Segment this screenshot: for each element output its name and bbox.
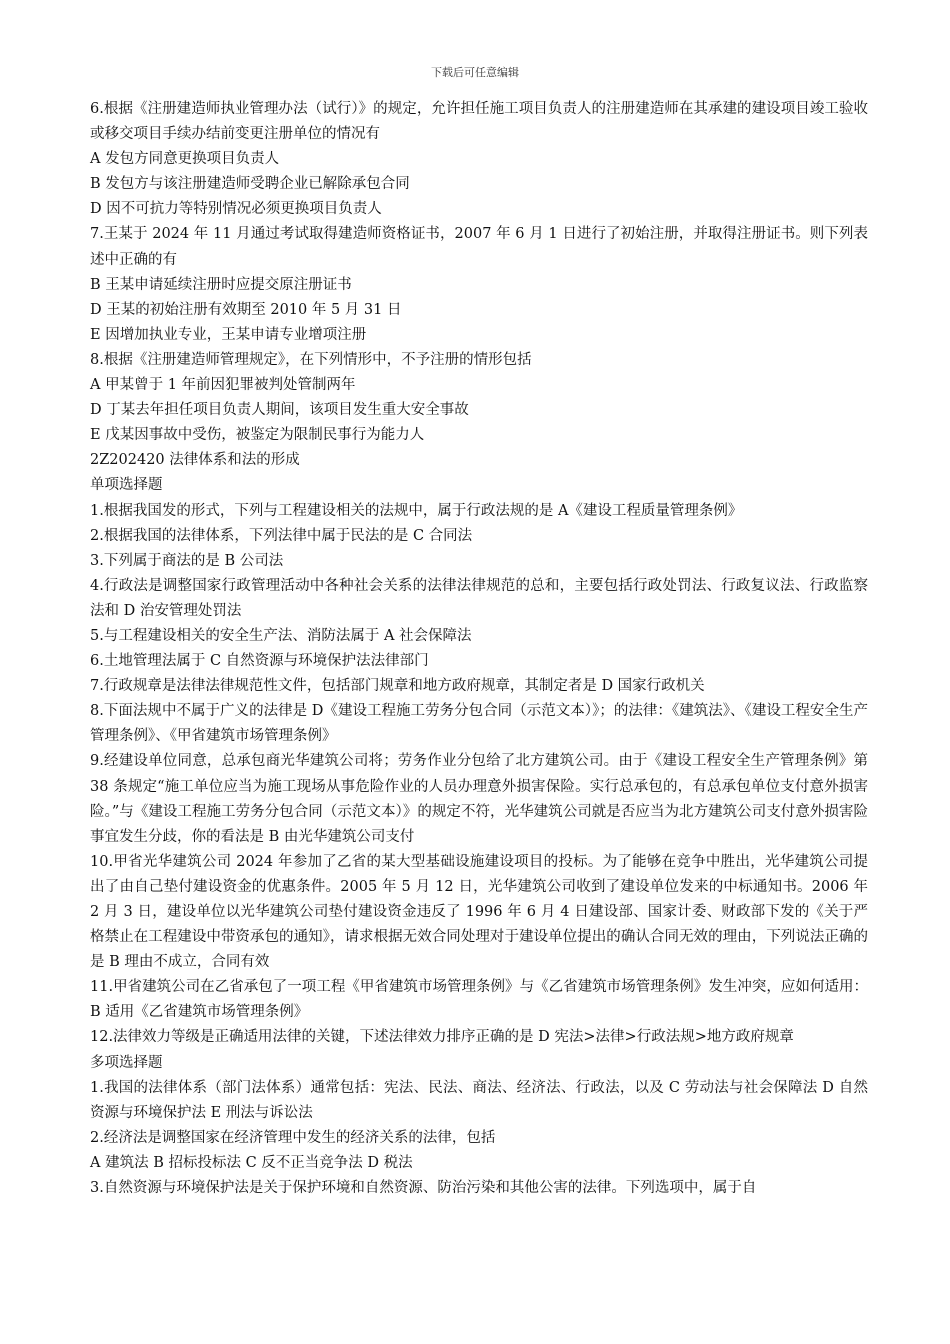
single-choice-item: 2.根据我国的法律体系，下列法律中属于民法的是 C 合同法 (90, 527, 473, 544)
answer-option: E 因增加执业专业，王某申请专业增项注册 (90, 326, 367, 343)
answer-option: B 发包方与该注册建造师受聘企业已解除承包合同 (90, 176, 410, 193)
single-choice-item: 4.行政法是调整国家行政管理活动中各种社会关系的法律法律规范的总和，主要包括行政处罚法、行政复议法、行政监察法和 D 治安管理处罚法 (90, 577, 868, 619)
page-header: 下载后可任意编辑 (431, 66, 519, 79)
single-choice-item: 6.土地管理法属于 C 自然资源与环境保护法法律部门 (90, 653, 429, 670)
answer-option: B 王某申请延续注册时应提交原注册证书 (90, 276, 352, 293)
answer-option: A 发包方同意更换项目负责人 (90, 151, 280, 168)
single-choice-item: 8.下面法规中不属于广义的法律是 D《建设工程施工劳务分包合同（示范文本）》；的法律：《建筑法》、《建设工程安全生产管理条例》、《甲省建筑市场管理条例》 (90, 703, 868, 745)
question-7-stem: 7.王某于 2024 年 11 月通过考试取得建造师资格证书，2007 年 6 月 1 日进行了初始注册，并取得注册证书。则下列表述中正确的有 (90, 226, 868, 268)
answer-option: D 因不可抗力等特别情况必须更换项目负责人 (90, 201, 382, 218)
subsection-heading-single-choice: 单项选择题 (90, 477, 163, 494)
answer-option: A 建筑法 B 招标投标法 C 反不正当竞争法 D 税法 (90, 1154, 413, 1171)
section-heading: 2Z202420 法律体系和法的形成 (90, 452, 300, 469)
single-choice-item: 5.与工程建设相关的安全生产法、消防法属于 A 社会保障法 (90, 627, 472, 644)
answer-option: E 戊某因事故中受伤，被鉴定为限制民事行为能力人 (90, 427, 425, 444)
question-6-stem: 6.根据《注册建造师执业管理办法（试行）》的规定，允许担任施工项目负责人的注册建造师在其承建的建设项目竣工验收或移交项目手续办结前变更注册单位的情况有 (90, 101, 868, 143)
answer-option: D 丁某去年担任项目负责人期间，该项目发生重大安全事故 (90, 402, 469, 419)
single-choice-item: 3.下列属于商法的是 B 公司法 (90, 552, 284, 569)
single-choice-item: 7.行政规章是法律法律规范性文件，包括部门规章和地方政府规章，其制定者是 D 国家行政机关 (90, 678, 705, 695)
single-choice-item: 1.根据我国发的形式，下列与工程建设相关的法规中，属于行政法规的是 A《建设工程质量管理条例》 (90, 502, 743, 519)
single-choice-item: 9.经建设单位同意，总承包商光华建筑公司将；劳务作业分包给了北方建筑公司。由于《建设工程安全生产管理条例》第 38 条规定“施工单位应当为施工现场从事危险作业的人员办理意外损害保险。实行总承包的，有总承包单位支付意外损害险。”与《建设工程施工劳务分包合同（示范文本）》的规定不符，光华建筑公司就是否应当为北方建筑公司支付意外损害险事宜发生分歧，你的看法是 B 由光华建筑公司支付 (90, 753, 868, 845)
single-choice-item: 10.甲省光华建筑公司 2024 年参加了乙省的某大型基础设施建设项目的投标。为了能够在竞争中胜出，光华建筑公司提出了由自己垫付建设资金的优惠条件。2005 年 5 月 12 日，光华建筑公司收到了建设单位发来的中标通知书。2006 年 2 月 3 日，建设单位以光华建筑公司垫付建设资金违反了 1996 年 6 月 4 日建设部、国家计委、财政部下发的《关于严格禁止在工程建设中带资承包的通知》，请求根据无效合同处理对于建设单位提出的确认合同无效的理由，下列说法正确的是 B 理由不成立，合同有效 (90, 853, 868, 971)
single-choice-item: 12.法律效力等级是正确适用法律的关键，下述法律效力排序正确的是 D 宪法>法律>行政法规>地方政府规章 (90, 1029, 794, 1046)
multiple-choice-item: 3.自然资源与环境保护法是关于保护环境和自然资源、防治污染和其他公害的法律。下列选项中，属于自 (90, 1180, 757, 1197)
answer-option: A 甲某曾于 1 年前因犯罪被判处管制两年 (90, 377, 356, 394)
document-body (90, 97, 868, 1201)
multiple-choice-item: 2.经济法是调整国家在经济管理中发生的经济关系的法律，包括 (90, 1129, 496, 1146)
single-choice-item: 11.甲省建筑公司在乙省承包了一项工程《甲省建筑市场管理条例》与《乙省建筑市场管理条例》发生冲突，应如何适用：B 适用《乙省建筑市场管理条例》 (90, 979, 868, 1021)
question-8-stem: 8.根据《注册建造师管理规定》，在下列情形中，不予注册的情形包括 (90, 351, 532, 368)
subsection-heading-multiple-choice: 多项选择题 (90, 1054, 163, 1071)
answer-option: D 王某的初始注册有效期至 2010 年 5 月 31 日 (90, 301, 402, 318)
multiple-choice-item: 1.我国的法律体系（部门法体系）通常包括：宪法、民法、商法、经济法、行政法，以及 C 劳动法与社会保障法 D 自然资源与环境保护法 E 刑法与诉讼法 (90, 1079, 868, 1121)
